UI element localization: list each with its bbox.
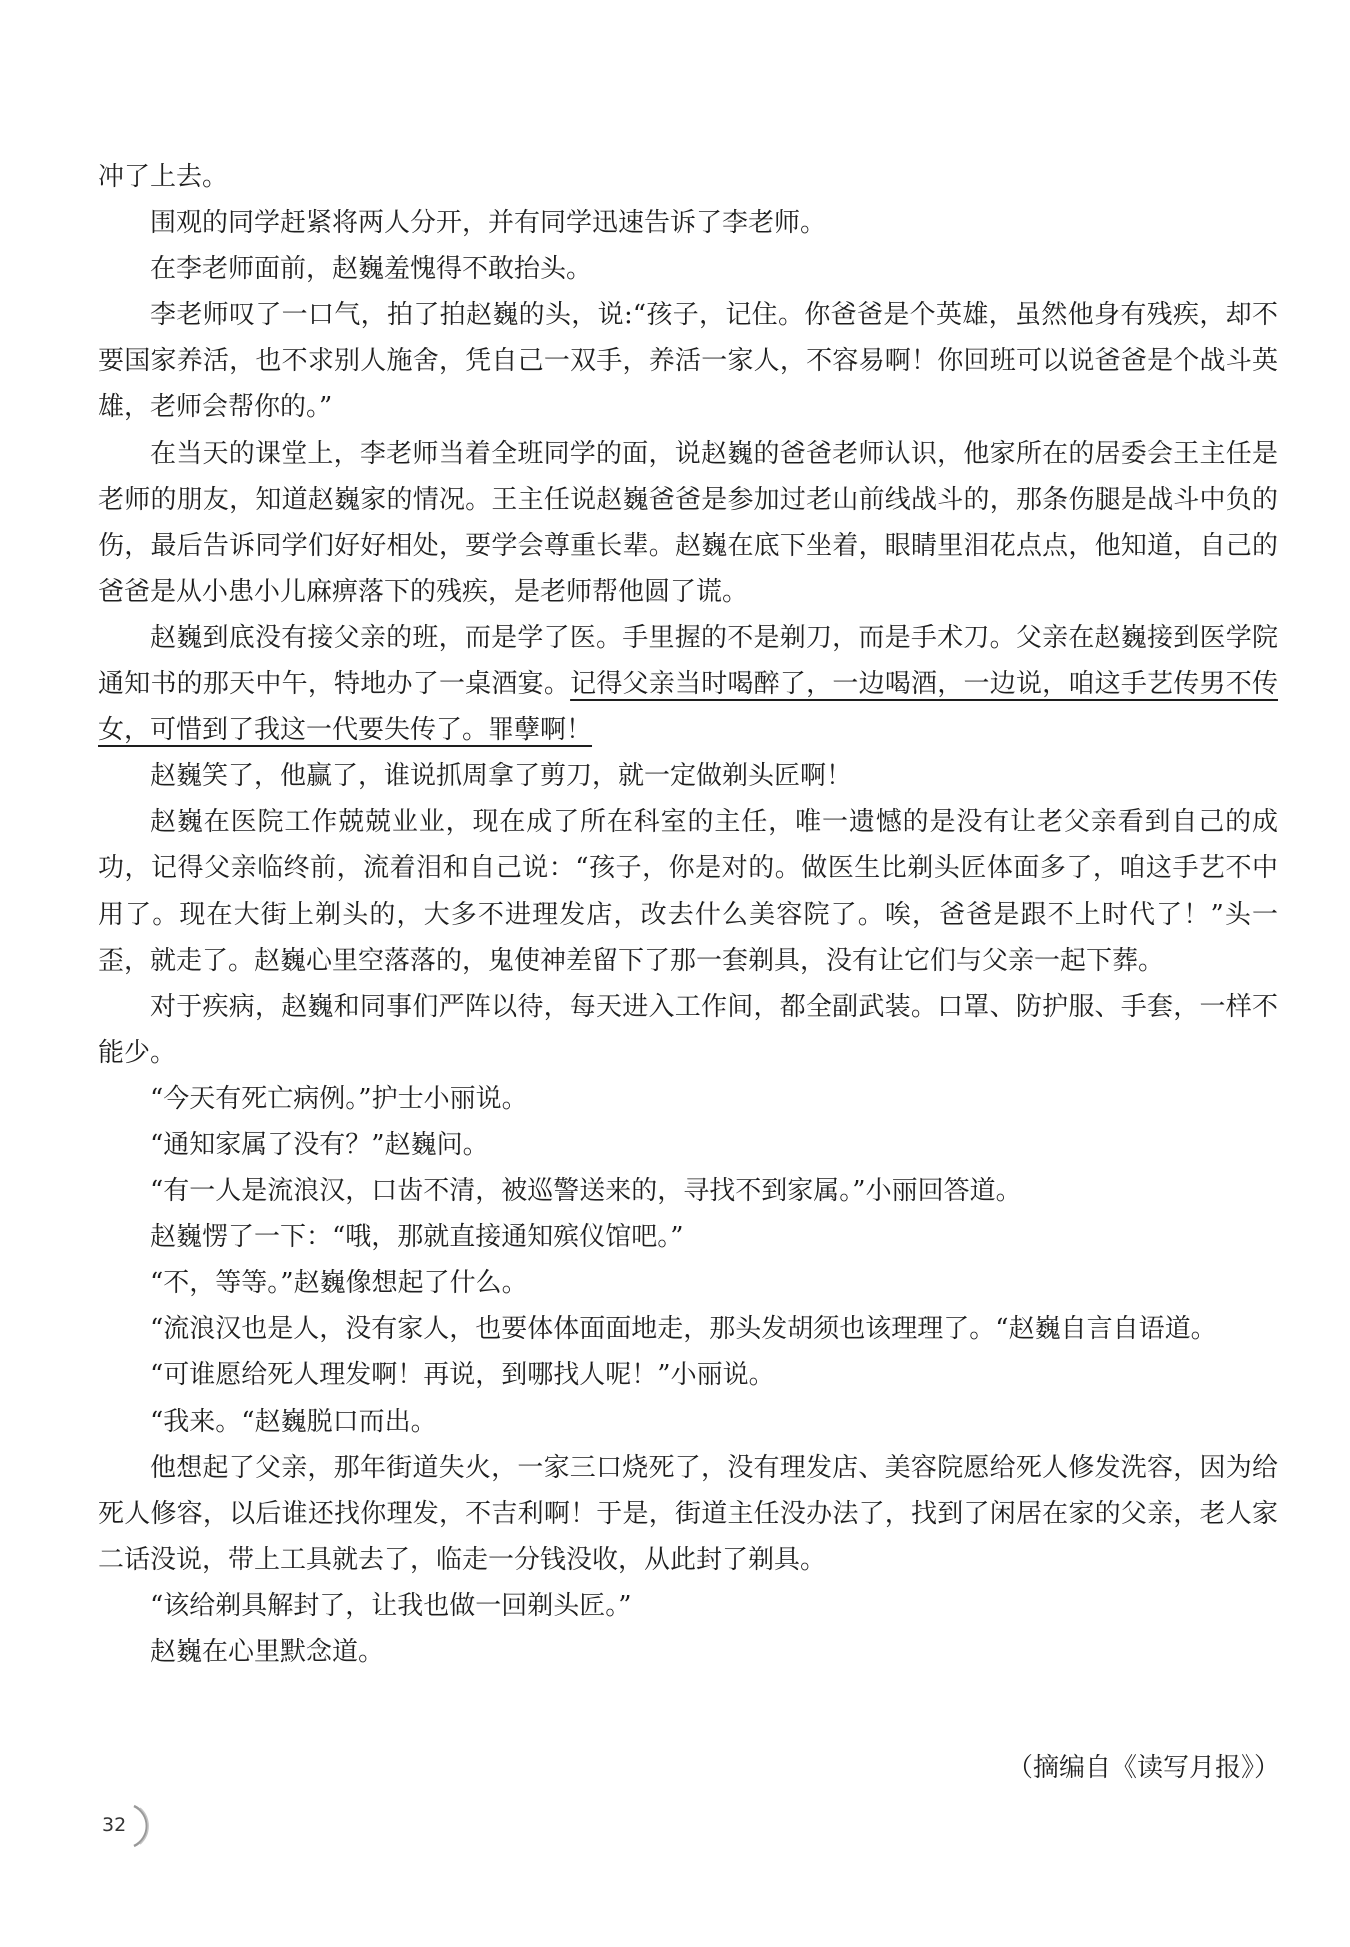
paragraph: 赵巍在医院工作兢兢业业，现在成了所在科室的主任，唯一遗憾的是没有让老父亲看到自己的成功，记得父亲临终前，流着泪和自己说：“孩子，你是对的。做医生比剃头匠体面多了，咱这手艺不中用了。现在大街上剃头的，大多不进理发店，改去什么美容院了。唉，爸爸是跟不上时代了！”头一歪，就走了。赵巍心里空落落的，鬼使神差留下了那一套剃具，没有让它们与父亲一起下葬。 bbox=[98, 807, 1278, 976]
underlined-sentence: 记得父亲当时喝醉了，一边喝酒，一边说，咱这手艺传男不传女，可惜到了我这一代要失传了。罪孽啊！ bbox=[98, 669, 1278, 746]
paragraph: 对于疾病，赵巍和同事们严阵以待，每天进入工作间，都全副武装。口罩、防护服、手套，一样不能少。 bbox=[98, 991, 1278, 1068]
paragraph: 围观的同学赶紧将两人分开，并有同学迅速告诉了李老师。 bbox=[150, 208, 827, 239]
source-citation: （摘编自《读写月报》） bbox=[1006, 1753, 1280, 1783]
paragraph-text: 赵巍到底没有接父亲的班，而是学了医。手里握的不是剃刀，而是手术刀。父亲在赵巍接到医学院通知书的那天中午，特地办了一桌酒宴。 bbox=[98, 622, 1278, 700]
page-number-badge bbox=[72, 1800, 152, 1850]
paragraph: “今天有死亡病例。”护士小丽说。 bbox=[150, 1083, 528, 1114]
paragraph: 在当天的课堂上，李老师当着全班同学的面，说赵巍的爸爸老师认识，他家所在的居委会王主任是老师的朋友，知道赵巍家的情况。王主任说赵巍爸爸是参加过老山前线战斗的，那条伤腿是战斗中负的伤，最后告诉同学们好好相处，要学会尊重长辈。赵巍在底下坐着，眼睛里泪花点点，他知道，自己的爸爸是从小患小儿麻痹落下的残疾，是老师帮他圆了谎。 bbox=[98, 438, 1278, 607]
paragraph: “流浪汉也是人，没有家人，也要体体面面地走，那头发胡须也该理理了。“赵巍自言自语道。 bbox=[150, 1314, 1217, 1345]
paragraph: 在李老师面前，赵巍羞愧得不敢抬头。 bbox=[150, 254, 593, 285]
paragraph: 冲了上去。 bbox=[98, 162, 229, 192]
article-body bbox=[98, 154, 1278, 1675]
paragraph: “我来。“赵巍脱口而出。 bbox=[150, 1406, 437, 1437]
paragraph: “可谁愿给死人理发啊！再说，到哪找人呢！”小丽说。 bbox=[150, 1360, 775, 1391]
paragraph: “通知家属了没有？”赵巍问。 bbox=[150, 1129, 489, 1160]
paragraph: 李老师叹了一口气，拍了拍赵巍的头，说:“孩子，记住。你爸爸是个英雄，虽然他身有残疾，却不要国家养活，也不求别人施舍，凭自己一双手，养活一家人，不容易啊！你回班可以说爸爸是个战斗英雄，老师会帮你的。” bbox=[98, 300, 1278, 423]
page-number: 32 bbox=[102, 1814, 127, 1836]
paragraph: 他想起了父亲，那年街道失火，一家三口烧死了，没有理发店、美容院愿给死人修发洗容，因为给死人修容，以后谁还找你理发，不吉利啊！于是，街道主任没办法了，找到了闲居在家的父亲，老人家二话没说，带上工具就去了，临走一分钱没收，从此封了剃具。 bbox=[98, 1452, 1278, 1575]
paragraph: 赵巍在心里默念道。 bbox=[150, 1637, 385, 1667]
paragraph: 赵巍笑了，他赢了，谁说抓周拿了剪刀，就一定做剃头匠啊！ bbox=[150, 761, 853, 792]
paragraph: “该给剃具解封了，让我也做一回剃头匠。” bbox=[150, 1590, 632, 1621]
paragraph: “不，等等。”赵巍像想起了什么。 bbox=[150, 1268, 528, 1299]
paragraph bbox=[98, 615, 1278, 753]
paragraph: “有一人是流浪汉，口齿不清，被巡警送来的，寻找不到家属。”小丽回答道。 bbox=[150, 1176, 1022, 1207]
paragraph: 赵巍愣了一下：“哦，那就直接通知殡仪馆吧。” bbox=[150, 1222, 684, 1253]
